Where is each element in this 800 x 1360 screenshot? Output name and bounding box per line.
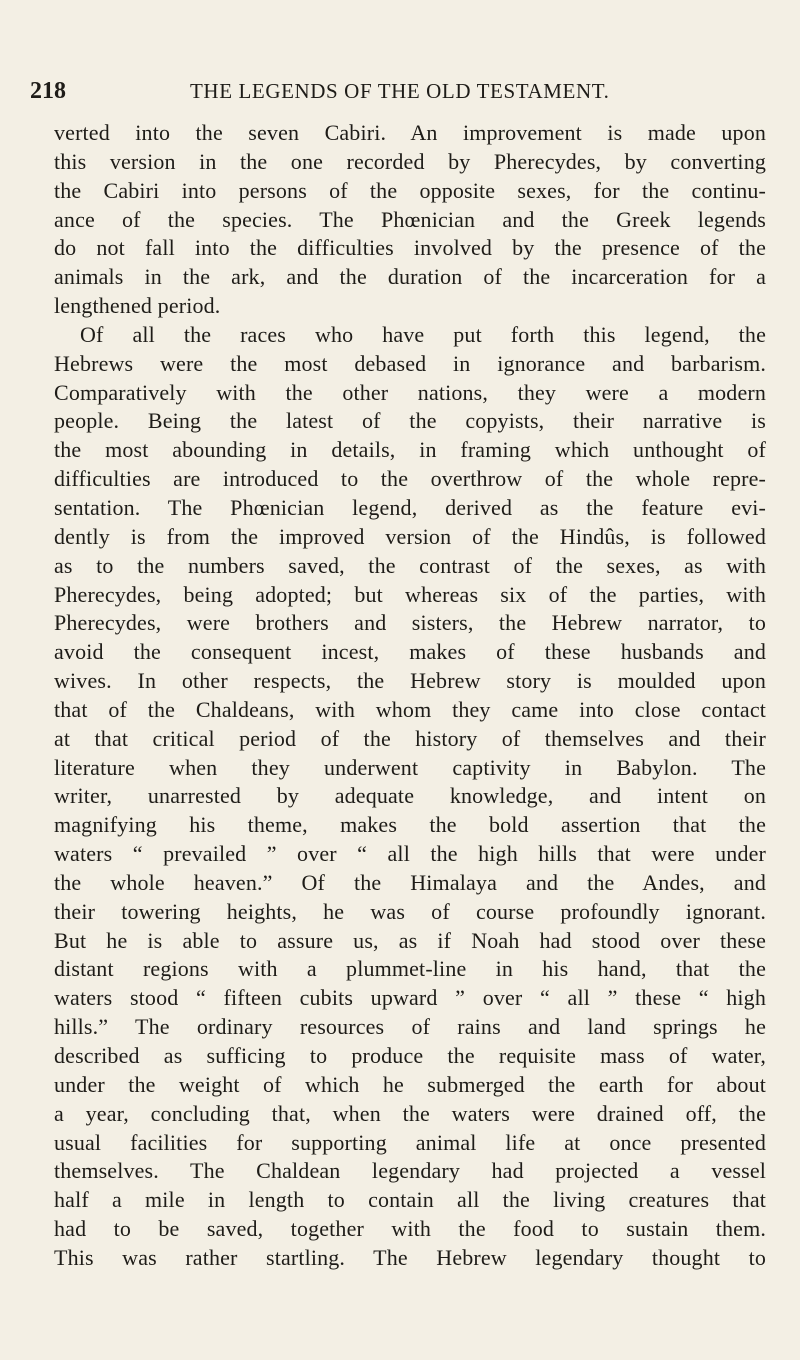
text-line: described as sufficing to produce the requisite mass of water, — [54, 1043, 766, 1068]
text-line: ance of the species. The Phœnician and the Greek legends — [54, 206, 766, 232]
text-line: literature when they underwent captivity in Babylon. The — [54, 754, 766, 780]
text-line: a year, concluding that, when the waters were drained off, the — [54, 1100, 766, 1126]
paragraph-end-line: lengthened period. — [54, 293, 221, 319]
text-line: distant regions with a plummet-line in his hand, that the — [54, 956, 766, 982]
text-line: that of the Chaldeans, with whom they came into close contact — [54, 696, 766, 722]
running-head — [30, 76, 770, 106]
text-line: difficulties are introduced to the overthrow of the whole repre- — [54, 466, 766, 492]
text-line: do not fall into the difficulties involved by the presence of the — [54, 235, 766, 261]
running-title: THE LEGENDS OF THE OLD TESTAMENT. — [190, 79, 610, 103]
text-line: usual facilities for supporting animal life at once presented — [54, 1129, 766, 1155]
page-number: 218 — [30, 78, 66, 104]
text-line: animals in the ark, and the duration of the incarceration for a — [54, 264, 766, 290]
paragraph-start-line: Of all the races who have put forth this legend, the — [80, 321, 766, 347]
text-line: Hebrews were the most debased in ignorance and barbarism. — [54, 350, 766, 376]
body-text — [54, 119, 766, 1273]
text-line: dently is from the improved version of the Hindûs, is followed — [54, 523, 766, 549]
text-line: verted into the seven Cabiri. An improvement is made upon — [54, 120, 766, 145]
text-line: sentation. The Phœnician legend, derived as the feature evi- — [54, 494, 766, 520]
text-line: waters stood “ fifteen cubits upward ” over “ all ” these “ high — [54, 985, 766, 1011]
text-line: themselves. The Chaldean legendary had projected a vessel — [54, 1158, 766, 1184]
text-line: people. Being the latest of the copyists, their narrative is — [54, 408, 766, 434]
text-line: under the weight of which he submerged the earth for about — [54, 1071, 766, 1097]
text-line: the whole heaven.” Of the Himalaya and the Andes, and — [54, 869, 766, 895]
text-line: their towering heights, he was of course profoundly ignorant. — [54, 898, 766, 924]
text-line: But he is able to assure us, as if Noah had stood over these — [54, 927, 766, 953]
text-line: avoid the consequent incest, makes of these husbands and — [54, 639, 766, 665]
text-line: writer, unarrested by adequate knowledge, and intent on — [54, 783, 766, 809]
text-line: the most abounding in details, in framing which unthought of — [54, 437, 766, 463]
text-line: at that critical period of the history of themselves and their — [54, 725, 766, 751]
text-line: waters “ prevailed ” over “ all the high hills that were under — [54, 841, 766, 867]
text-line: had to be saved, together with the food to sustain them. — [54, 1216, 766, 1242]
text-line: the Cabiri into persons of the opposite sexes, for the continu- — [54, 177, 766, 203]
text-line: Pherecydes, were brothers and sisters, the Hebrew narrator, to — [54, 610, 766, 636]
text-line: wives. In other respects, the Hebrew story is moulded upon — [54, 668, 766, 694]
text-line: Pherecydes, being adopted; but whereas six of the parties, with — [54, 581, 766, 607]
text-line: half a mile in length to contain all the living creatures that — [54, 1187, 766, 1213]
text-line: magnifying his theme, makes the bold assertion that the — [54, 812, 766, 838]
text-line: Comparatively with the other nations, they were a modern — [54, 379, 766, 405]
text-line: this version in the one recorded by Pherecydes, by converting — [54, 148, 766, 174]
text-line: as to the numbers saved, the contrast of the sexes, as with — [54, 552, 766, 578]
text-line: This was rather startling. The Hebrew legendary thought to — [54, 1244, 766, 1270]
text-line: hills.” The ordinary resources of rains and land springs he — [54, 1014, 766, 1040]
